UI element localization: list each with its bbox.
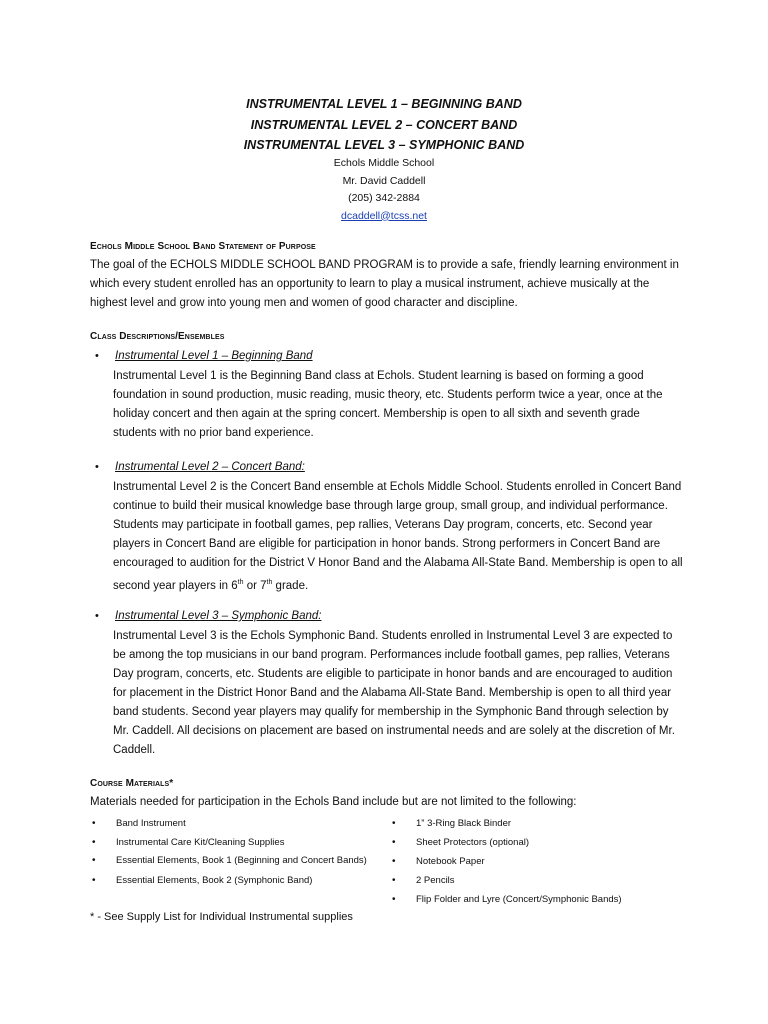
school-name: Echols Middle School <box>333 157 435 169</box>
superscript-th: th <box>266 579 273 586</box>
title-level-2: INSTRUMENTAL LEVEL 2 – CONCERT BAND <box>250 117 518 132</box>
level-1-title: Instrumental Level 1 – Beginning Band <box>115 350 313 362</box>
superscript-th: th <box>237 579 244 586</box>
purpose-paragraph: The goal of the ECHOLS MIDDLE SCHOOL BAND PROGRAM is to provide a safe, friendly learning environment in which every student enrolled has an opportunity to learn to play a musical instrument, achieve musically at the highest level and grow into young men and women of good character and discipline. <box>90 259 679 309</box>
materials-list-left <box>90 814 370 890</box>
level-1-description: Instrumental Level 1 is the Beginning Band class at Echols. Student learning is based on forming a good foundation in sound production, music reading, music theory, etc. Students perform twice a year, once at the holiday concert and then again at the spring concert. Membership is open to all sixth and seventh grade students with no prior band experience. <box>113 370 663 439</box>
contact-block <box>0 155 768 225</box>
teacher-name: Mr. David Caddell <box>342 174 426 187</box>
level-3-title: Instrumental Level 3 – Symphonic Band: <box>115 610 322 622</box>
list-item: • Essential Elements, Book 1 (Beginning and Concert Bands) <box>90 852 370 869</box>
list-item: • Instrumental Care Kit/Cleaning Supplies <box>90 833 370 852</box>
list-item: • Band Instrument <box>90 814 370 833</box>
title-block <box>0 94 768 156</box>
materials-list-right <box>390 814 690 909</box>
list-item: • Sheet Protectors (optional) <box>390 833 690 852</box>
bullet-icon: • <box>95 461 99 473</box>
supply-footnote: * - See Supply List for Individual Instrumental supplies <box>90 911 353 923</box>
list-item: • Flip Folder and Lyre (Concert/Symphonic Bands) <box>390 890 690 909</box>
level-2-text-mid: or 7 <box>243 579 267 592</box>
level-2-title: Instrumental Level 2 – Concert Band: <box>115 461 305 473</box>
title-level-1: INSTRUMENTAL LEVEL 1 – BEGINNING BAND <box>246 97 522 111</box>
list-item: • 1” 3-Ring Black Binder <box>390 814 690 833</box>
phone-number: (205) 342-2884 <box>348 192 420 204</box>
level-2-text-end: grade. <box>272 579 309 592</box>
bullet-icon: • <box>95 610 99 622</box>
classes-heading: Class Descriptions/Ensembles <box>90 331 225 342</box>
purpose-heading: Echols Middle School Band Statement of Purpose <box>90 241 316 252</box>
level-3-description: Instrumental Level 3 is the Echols Symphonic Band. Students enrolled in Instrumental Level 3 are expected to be among the top musicians in our band program. Performances include football games, pep rallies, Veterans Day program, concerts, etc. Students are eligible to participate in honor bands and are encouraged to audition for placement in the District Honor Band and the Alabama All-State Band. Membership is open to all third year band students. Second year players may qualify for membership in the Symphonic Band through selection by Mr. Caddell. All decisions on placement are based on instrumental needs and are solely at the discretion of Mr. Caddell. <box>113 630 675 756</box>
email-link[interactable]: dcaddell@tcss.net <box>341 209 427 222</box>
list-item: • Notebook Paper <box>390 852 690 871</box>
list-item: • 2 Pencils <box>390 871 690 890</box>
materials-intro: Materials needed for participation in the Echols Band include but are not limited to the following: <box>90 796 577 808</box>
title-level-3: INSTRUMENTAL LEVEL 3 – SYMPHONIC BAND <box>243 138 525 152</box>
list-item: • Essential Elements, Book 2 (Symphonic Band) <box>90 871 370 890</box>
level-2-description <box>113 478 683 596</box>
level-2-text: Instrumental Level 2 is the Concert Band ensemble at Echols Middle School. Students enrolled in Concert Band continue to build their musical knowledge base through large group, small group, and individual performance. Students may participate in football games, pep rallies, Veterans Day program, concerts, etc. Second year players in Concert Band are eligible for participation in honor bands. Strong performers in Concert Band are encouraged to audition for the District V Honor Band and the Alabama All-State Band. Membership is open to all second year players in 6 <box>113 481 683 592</box>
bullet-icon: • <box>95 350 99 362</box>
materials-heading: Course Materials* <box>90 778 174 789</box>
